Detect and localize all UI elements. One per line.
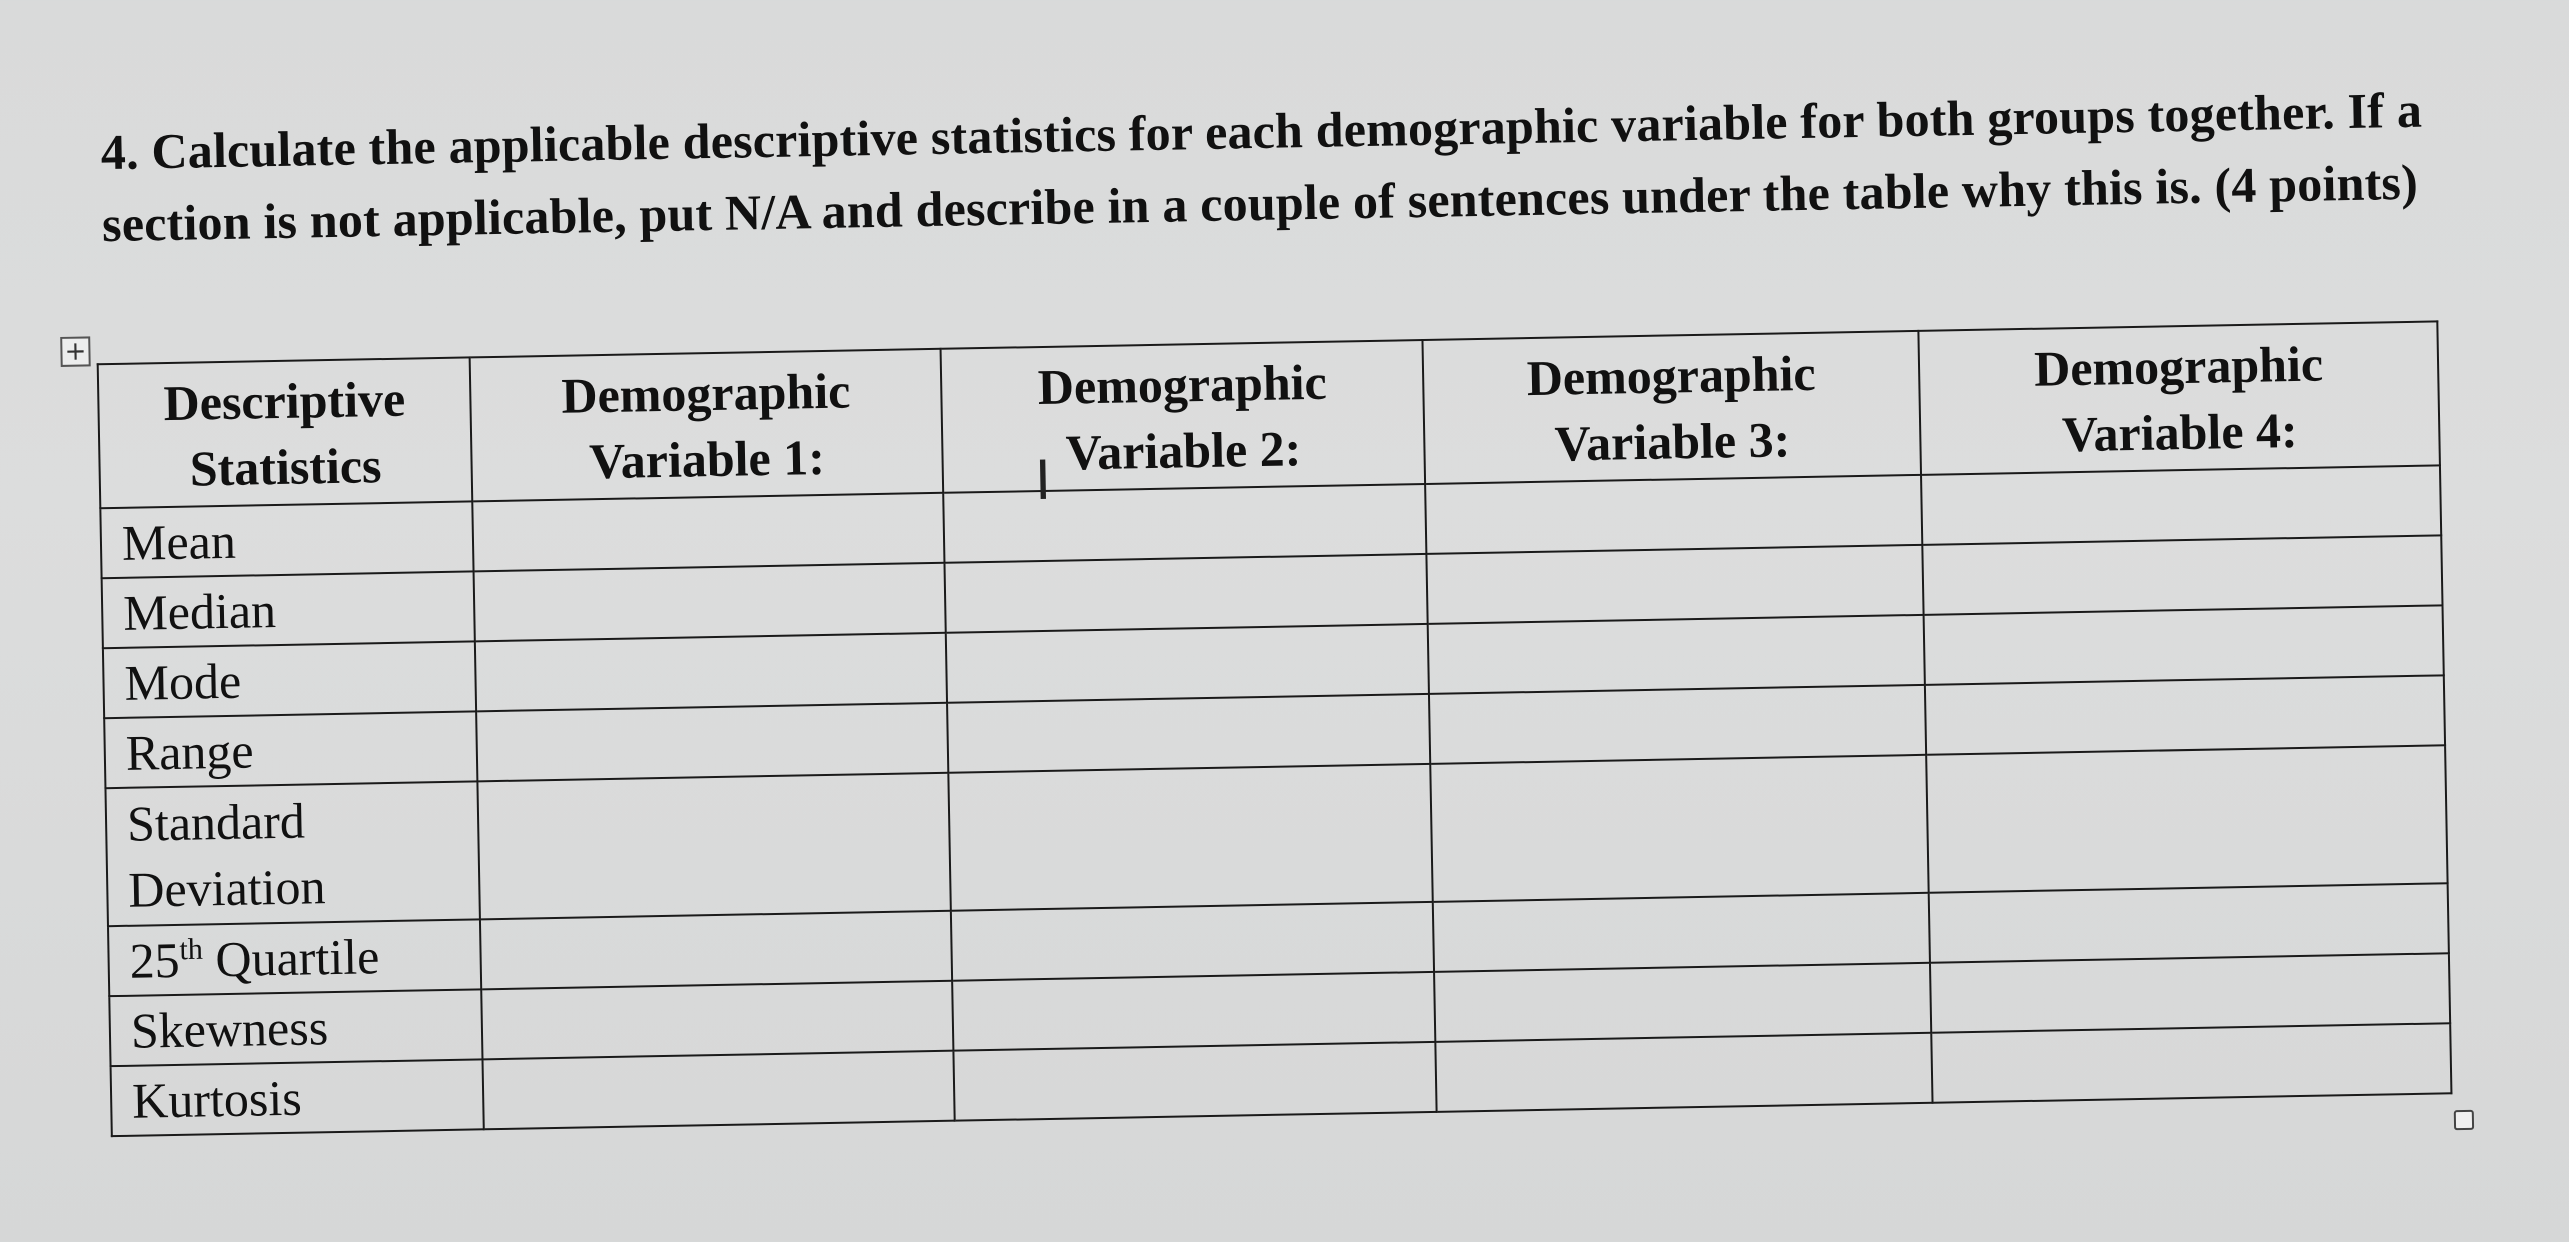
header-descriptive-statistics: Descriptive Statistics xyxy=(98,357,473,508)
text-cursor-icon: I xyxy=(1034,448,1052,513)
row-label-mean: Mean xyxy=(100,501,473,578)
table-move-handle-icon[interactable] xyxy=(60,336,91,367)
table-cell[interactable] xyxy=(948,764,1432,911)
table-cell[interactable] xyxy=(1426,545,1923,624)
table-cell[interactable] xyxy=(476,703,948,782)
table-cell[interactable] xyxy=(947,694,1430,773)
row-label-skewness: Skewness xyxy=(109,989,482,1066)
table-cell[interactable] xyxy=(481,981,953,1060)
table-cell[interactable] xyxy=(475,633,947,712)
header-demographic-variable-1: Demographic Variable 1: xyxy=(470,349,944,502)
row-label-median: Median xyxy=(102,571,475,648)
header-demographic-variable-2: Demographic Variable 2: xyxy=(941,340,1426,493)
question-text: 4. Calculate the applicable descriptive statistics for each demographic variable for both groups together. If a section is not applicable, put N/A and describe in a couple of sentences under the table why this is. (4 points) xyxy=(100,81,2423,253)
move-glyph: + xyxy=(64,336,87,367)
table-cell[interactable] xyxy=(477,773,950,920)
row-label-range: Range xyxy=(104,711,477,788)
table-cell[interactable] xyxy=(946,624,1429,703)
table-cell[interactable] xyxy=(482,1051,954,1130)
table-cell[interactable] xyxy=(1435,1033,1932,1112)
table-cell[interactable] xyxy=(953,1042,1436,1121)
table-cell[interactable] xyxy=(1925,675,2445,754)
table-cell[interactable] xyxy=(944,554,1427,633)
quartile-number: 25 xyxy=(129,931,181,989)
table-cell[interactable] xyxy=(474,563,946,642)
table-cell[interactable] xyxy=(1929,883,2449,962)
table-cell[interactable] xyxy=(1434,963,1931,1042)
table-cell[interactable] xyxy=(1926,745,2447,892)
statistics-table xyxy=(97,320,2453,1137)
table-cell[interactable] xyxy=(1921,465,2441,544)
table-cell[interactable] xyxy=(1433,893,1930,972)
table-cell[interactable] xyxy=(1924,605,2444,684)
quartile-word: Quartile xyxy=(202,928,380,988)
header-demographic-variable-4: Demographic Variable 4: xyxy=(1918,321,2440,474)
table-cell[interactable] xyxy=(480,911,952,990)
table-cell[interactable] xyxy=(472,493,944,572)
row-label-mode: Mode xyxy=(103,641,476,718)
row-label-kurtosis: Kurtosis xyxy=(111,1059,484,1136)
row-label-25th-quartile xyxy=(108,919,481,996)
header-demographic-variable-3: Demographic Variable 3: xyxy=(1422,331,1921,484)
table-cell[interactable] xyxy=(1430,755,1928,902)
table-cell[interactable] xyxy=(1429,685,1926,764)
table-cell[interactable] xyxy=(952,972,1435,1051)
row-label-standard-deviation: Standard Deviation xyxy=(105,781,479,926)
table-cell[interactable] xyxy=(1922,535,2442,614)
table-cell[interactable] xyxy=(1428,615,1925,694)
table-cell[interactable] xyxy=(943,484,1426,563)
table-cell[interactable] xyxy=(1931,1023,2451,1102)
quartile-ordinal-suffix: th xyxy=(179,932,204,967)
table-cell[interactable] xyxy=(1425,475,1922,554)
table-cell[interactable] xyxy=(1930,953,2450,1032)
table-cell[interactable] xyxy=(951,902,1434,981)
table-resize-handle-icon[interactable] xyxy=(2454,1110,2474,1130)
